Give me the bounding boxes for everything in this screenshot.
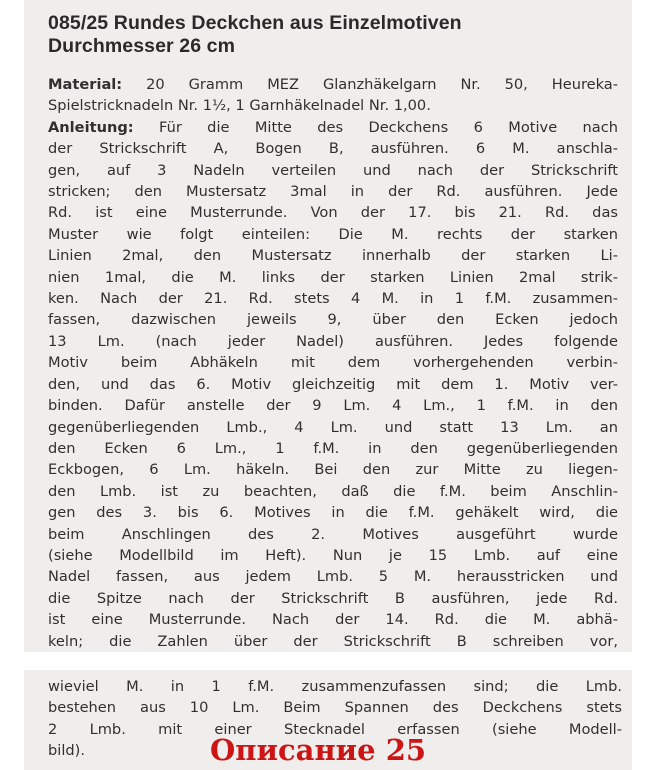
instruction-line: Linien 2mal, den Mustersatz innerhalb der starken Li-	[48, 247, 618, 265]
material-text-1: 20 Gramm MEZ Glanzhäkelgarn Nr. 50, Heureka-	[146, 76, 619, 93]
instruction-line: Muster wie folgt einteilen: Die M. rechts der starken	[48, 225, 618, 243]
instruction-line: Motiv beim Abhäkeln mit dem vorhergehenden verbin-	[48, 354, 618, 372]
document-title	[48, 12, 618, 58]
instruction-line: ken. Nach der 21. Rd. stets 4 M. in 1 f.M. zusammen-	[48, 290, 618, 308]
instruction-line: gen des 3. bis 6. Motives in die f.M. gehäkelt wird, die	[48, 504, 618, 522]
instruction-line: Eckbogen, 6 Lm. häkeln. Bei den zur Mitte zu liegen-	[48, 461, 618, 479]
material-line-1	[48, 74, 618, 95]
caption-description: Описание 25	[210, 733, 427, 767]
instruction-line: binden. Dafür anstelle der 9 Lm. 4 Lm., 1 f.M. in den	[48, 397, 618, 415]
material-line-2: Spielstricknadeln Nr. 1½, 1 Garnhäkelnadel Nr. 1,00.	[48, 97, 431, 115]
instruction-line: gegenüberliegenden Lmb., 4 Lm. und statt 13 Lm. an	[48, 418, 618, 436]
instruction-line: stricken; den Mustersatz 3mal in der Rd. ausführen. Jede	[48, 183, 618, 201]
body-text	[48, 74, 618, 652]
instruction-line: Nadel fassen, aus jedem Lmb. 5 M. herausstricken und	[48, 568, 618, 586]
instructions-label: Anleitung:	[48, 118, 134, 136]
instruction-line: den Lmb. ist zu beachten, daß die f.M. beim Anschlin-	[48, 482, 618, 500]
instruction-line: ist eine Musterrunde. Nach der 14. Rd. die M. abhä-	[48, 611, 618, 629]
scan-gap	[24, 652, 632, 670]
title-line-1: 085/25 Rundes Deckchen aus Einzelmotiven	[48, 12, 462, 34]
instructions-line-1	[48, 117, 618, 138]
instruction-line: keln; die Zahlen über der Strickschrift B schreiben vor,	[48, 632, 618, 650]
instruction-line: der Strickschrift A, Bogen B, ausführen. 6 M. anschla-	[48, 140, 618, 158]
title-line-2: Durchmesser 26 cm	[48, 35, 236, 57]
tail-line: bild).	[48, 742, 85, 760]
instruction-line: den, und das 6. Motiv gleichzeitig mit dem 1. Motiv ver-	[48, 375, 618, 393]
tail-line: wieviel M. in 1 f.M. zusammenzufassen sind; die Lmb.	[48, 678, 622, 695]
instruction-line: beim Anschlingen des 2. Motives ausgeführt wurde	[48, 525, 618, 543]
instruction-line: gen, auf 3 Nadeln verteilen und nach der Strickschrift	[48, 161, 618, 179]
instruction-line: fassen, dazwischen jeweils 9, über den Ecken jedoch	[48, 311, 618, 329]
tail-line: bestehen aus 10 Lm. Beim Spannen des Deckchens stets	[48, 699, 622, 717]
instruction-line: den Ecken 6 Lm., 1 f.M. in den gegenüberliegenden	[48, 439, 618, 457]
instruction-line: (siehe Modellbild im Heft). Nun je 15 Lmb. auf eine	[48, 546, 618, 564]
instructions-text-1: Für die Mitte des Deckchens 6 Motive nach	[158, 118, 618, 136]
instruction-line: nien 1mal, die M. links der starken Linien 2mal strik-	[48, 268, 618, 286]
instruction-line: die Spitze nach der Strickschrift B ausführen, jede Rd.	[48, 589, 618, 607]
instruction-line: 13 Lm. (nach jeder Nadel) ausführen. Jedes folgende	[48, 332, 618, 350]
material-label: Material:	[48, 76, 123, 93]
tail-line: 2 Lmb. mit einer Stecknadel erfassen (siehe Modell-	[48, 720, 622, 738]
instruction-line: Rd. ist eine Musterrunde. Von der 17. bis 21. Rd. das	[48, 204, 618, 222]
